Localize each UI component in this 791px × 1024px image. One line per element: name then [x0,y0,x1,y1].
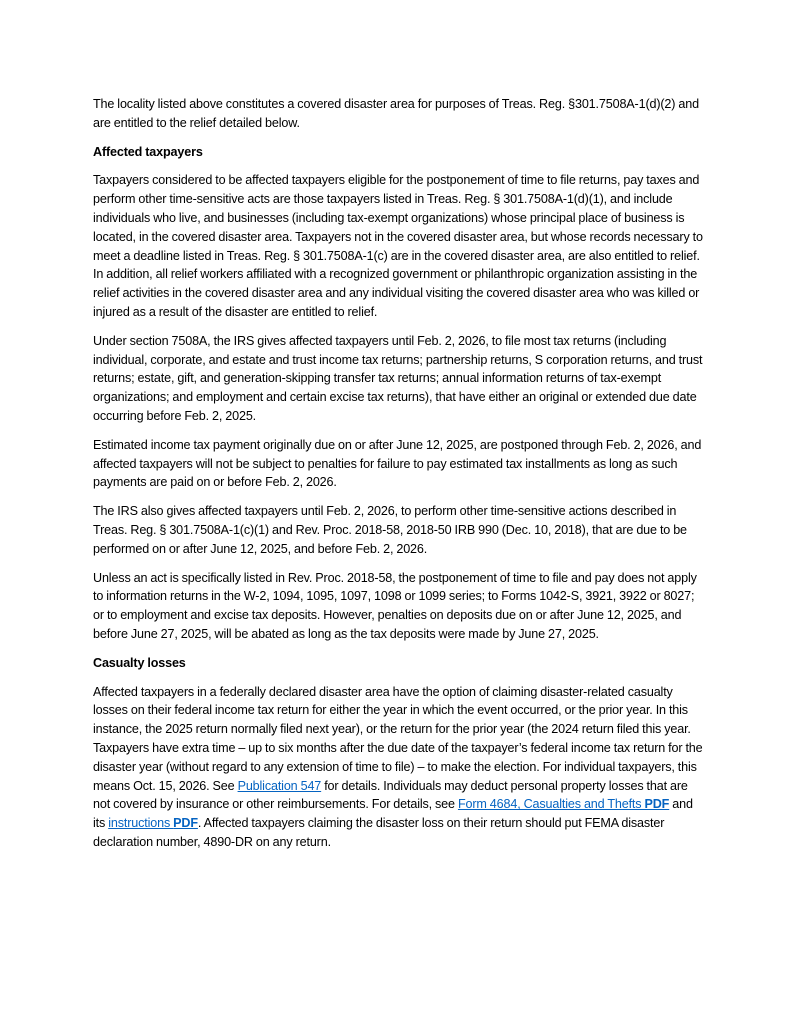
casualty-text-3: and its [93,797,693,831]
casualty-losses-paragraph [93,683,703,852]
form-4684-pdf-label: PDF [644,797,670,812]
affected-taxpayers-heading: Affected taxpayers [93,144,203,159]
exceptions-paragraph: Unless an act is specifically listed in Rev. Proc. 2018-58, the postponement of time to file and pay does not apply to information returns in the W-2, 1094, 1095, 1097, 1098 or 1099 series; to Forms 1042-S, 3921, 3922 or 8027; or to employment and excise tax deposits. However, penalties on deposits due on or after June 12, 2025, and before June 27, 2025, will be abated as long as the tax deposits were made by June 27, 2025. [93,570,697,641]
estimated-tax-paragraph: Estimated income tax payment originally due on or after June 12, 2025, are postponed through Feb. 2, 2026, and affected taxpayers will not be subject to penalties for failure to pay estimated tax installments as long as such payments are paid on or before Feb. 2, 2026. [93,437,702,490]
instructions-pdf-label: PDF [173,816,198,831]
casualty-losses-heading: Casualty losses [93,655,186,670]
affected-taxpayers-paragraph: Taxpayers considered to be affected taxpayers eligible for the postponement of time to file returns, pay taxes and perform other time-sensitive acts are those taxpayers listed in Treas. Reg. § 301.7508A-1(d)(1), and include individuals who live, and businesses (including tax-exempt organizations) whose principal place of business is located, in the covered disaster area. Taxpayers not in the covered disaster area, but whose records necessary to meet a deadline listed in Treas. Reg. § 301.7508A-1(c) are in the covered disaster area, are also entitled to relief. In addition, all relief workers affiliated with a recognized government or philanthropic organization assisting in the relief activities in the covered disaster area and any individual visiting the covered disaster area who was killed or injured as a result of the disaster are entitled to relief. [93,173,703,319]
form-4684-link-label: Form 4684, Casualties and Thefts [457,797,645,812]
filing-deadline-paragraph: Under section 7508A, the IRS gives affected taxpayers until Feb. 2, 2026, to file most tax returns (including individual, corporate, and estate and trust income tax returns; partnership returns, S corporation returns, and trust returns; estate, gift, and generation-skipping transfer tax returns; annual information returns of tax-exempt organizations; and employment and certain excise tax returns), that have either an original or extended due date occurring before Feb. 2, 2025. [93,333,703,423]
time-sensitive-actions-paragraph: The IRS also gives affected taxpayers until Feb. 2, 2026, to perform other time-sensitive actions described in Treas. Reg. § 301.7508A-1(c)(1) and Rev. Proc. 2018-58, 2018-50 IRB 990 (Dec. 10, 2018), that are due to be performed on or after June 12, 2025, and before Feb. 2, 2026. [93,504,687,556]
casualty-text-2: for details. Individuals may deduct personal property losses that are not covered by insurance or other reimbursements. For details, see [93,778,688,812]
instructions-link-label: instructions [108,816,174,831]
instructions-link[interactable] [108,816,198,830]
form-4684-link[interactable] [458,797,669,811]
publication-547-link[interactable]: Publication 547 [237,778,322,793]
intro-paragraph: The locality listed above constitutes a covered disaster area for purposes of Treas. Reg. §301.7508A-1(d)(2) and are entitled to the relief detailed below. [93,97,699,130]
casualty-text-1: Affected taxpayers in a federally declared disaster area have the option of claiming disaster-related casualty losses on their federal income tax return for either the year in which the event occurred, or the prior year. In this instance, the 2025 return normally filed next year), or the return for the prior year (the 2024 return filed this year. Taxpayers have extra time – up to six months after the due date of the taxpayer’s federal income tax return for the disaster year (without regard to any extension of time to file) – to make the election. For individual taxpayers, this means Oct. 15, 2026. See [93,684,703,793]
document-page [93,95,703,862]
casualty-text-4: . Affected taxpayers claiming the disaster loss on their return should put FEMA disaster declaration number, 4890-DR on any return. [93,816,665,849]
